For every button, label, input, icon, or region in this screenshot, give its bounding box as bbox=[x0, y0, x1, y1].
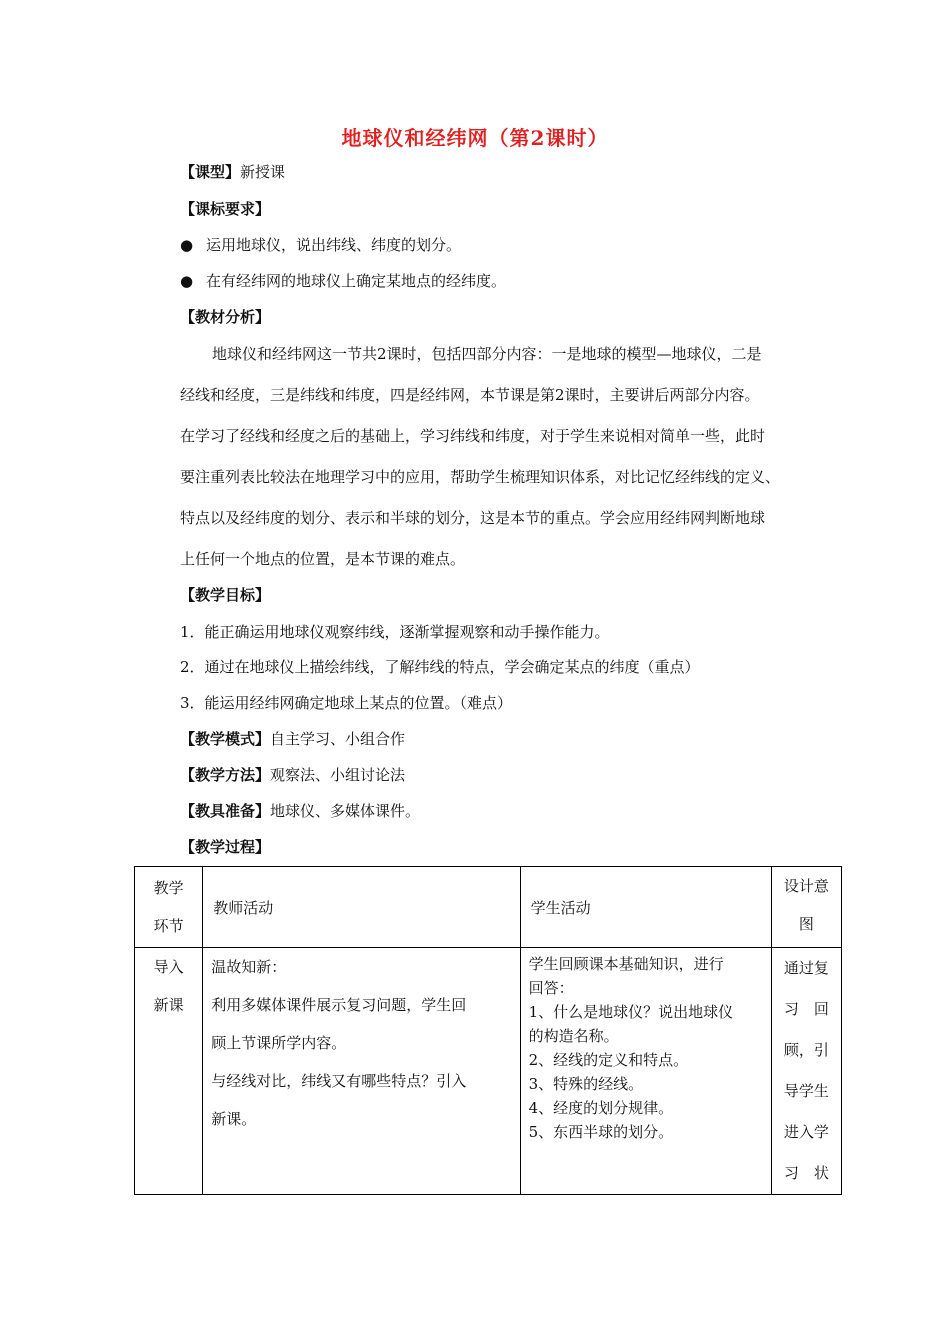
method-value: 观察法、小组讨论法 bbox=[270, 766, 406, 784]
analysis-paragraph bbox=[180, 344, 840, 590]
design-line: 顾，引 bbox=[783, 1041, 829, 1059]
student-line: 5、东西半球的划分。 bbox=[528, 1123, 674, 1141]
teacher-line: 与经线对比，纬线又有哪些特点？引入 bbox=[211, 1072, 467, 1090]
design-line: 习 状 bbox=[783, 1164, 829, 1182]
student-line: 2、经线的定义和特点。 bbox=[528, 1051, 689, 1069]
header-design bbox=[771, 867, 841, 948]
paragraph-line: 在学习了经线和经度之后的基础上，学习纬线和纬度，对于学生来说相对简单一些，此时 bbox=[180, 427, 766, 445]
header-student-text: 学生活动 bbox=[530, 898, 591, 917]
teacher-line: 利用多媒体课件展示复习问题，学生回 bbox=[211, 996, 467, 1014]
design-line: 通过复 bbox=[783, 959, 829, 977]
header-student bbox=[520, 867, 771, 948]
header-design-line: 图 bbox=[798, 915, 814, 933]
objectives-label: 【教学目标】 bbox=[180, 586, 271, 604]
standards-item bbox=[180, 271, 506, 291]
objective-item: 3．能运用经纬网确定地球上某点的位置。（难点） bbox=[180, 694, 513, 712]
stage-line: 新课 bbox=[153, 996, 184, 1014]
page-title: 地球仪和经纬网（第2课时） bbox=[341, 126, 609, 150]
design-line: 进入学 bbox=[783, 1123, 829, 1141]
stage-cell bbox=[135, 948, 203, 1195]
student-line: 学生回顾课本基础知识，进行 bbox=[528, 955, 724, 973]
design-intent-cell bbox=[771, 948, 841, 1195]
header-teacher-text: 教师活动 bbox=[213, 898, 274, 917]
student-line: 回答： bbox=[528, 979, 574, 997]
standards-item-text: 在有经纬网的地球仪上确定某地点的经纬度。 bbox=[206, 272, 507, 290]
table-header-row bbox=[135, 867, 842, 948]
paragraph-line: 经线和经度，三是纬线和纬度，四是经纬网，本节课是第2课时，主要讲后两部分内容。 bbox=[180, 386, 760, 404]
paragraph-line: 上任何一个地点的位置，是本节课的难点。 bbox=[180, 550, 466, 568]
method-line bbox=[180, 765, 405, 785]
objective-item: 1．能正确运用地球仪观察纬线，逐渐掌握观察和动手操作能力。 bbox=[180, 623, 610, 641]
standards-item-text: 运用地球仪，说出纬线、纬度的划分。 bbox=[206, 236, 462, 254]
tools-value: 地球仪、多媒体课件。 bbox=[270, 802, 421, 820]
method-label: 【教学方法】 bbox=[180, 766, 271, 784]
student-activity-cell bbox=[520, 948, 771, 1195]
process-label: 【教学过程】 bbox=[180, 838, 271, 856]
teacher-line: 顾上节课所学内容。 bbox=[211, 1034, 347, 1052]
table-row bbox=[135, 948, 842, 1195]
student-line: 4、经度的划分规律。 bbox=[528, 1099, 674, 1117]
header-stage-line: 环节 bbox=[153, 917, 184, 935]
design-line: 习 回 bbox=[783, 1000, 829, 1018]
mode-value: 自主学习、小组合作 bbox=[270, 730, 406, 748]
lesson-type-value: 新授课 bbox=[240, 163, 286, 181]
paragraph-line: 地球仪和经纬网这一节共2课时，包括四部分内容：一是地球的模型—地球仪，二是 bbox=[212, 345, 762, 363]
lesson-type-label: 【课型】 bbox=[180, 163, 241, 181]
teacher-activity-cell bbox=[203, 948, 520, 1195]
mode-line bbox=[180, 729, 405, 749]
student-line: 的构造名称。 bbox=[528, 1027, 619, 1045]
standards-item bbox=[180, 235, 461, 255]
bullet-icon: ● bbox=[180, 236, 194, 254]
paragraph-line: 特点以及经纬度的划分、表示和半球的划分，这是本节的重点。学会应用经纬网判断地球 bbox=[180, 509, 766, 527]
tools-line bbox=[180, 801, 420, 821]
teaching-process-table bbox=[134, 866, 842, 1195]
header-stage bbox=[135, 867, 203, 948]
header-design-line: 设计意 bbox=[783, 877, 829, 895]
objective-item: 2．通过在地球仪上描绘纬线，了解纬线的特点，学会确定某点的纬度（重点） bbox=[180, 658, 700, 676]
bullet-icon: ● bbox=[180, 272, 194, 290]
analysis-label: 【教材分析】 bbox=[180, 308, 271, 326]
stage-line: 导入 bbox=[153, 958, 184, 976]
mode-label: 【教学模式】 bbox=[180, 730, 271, 748]
teacher-line: 新课。 bbox=[211, 1110, 257, 1128]
student-line: 1、什么是地球仪？说出地球仪 bbox=[528, 1003, 734, 1021]
lesson-type-line bbox=[180, 162, 285, 182]
paragraph-line: 要注重列表比较法在地理学习中的应用，帮助学生梳理知识体系，对比记忆经纬线的定义、 bbox=[180, 468, 781, 486]
header-stage-line: 教学 bbox=[153, 879, 184, 897]
teacher-line: 温故知新： bbox=[211, 958, 287, 976]
tools-label: 【教具准备】 bbox=[180, 802, 271, 820]
header-teacher bbox=[203, 867, 520, 948]
design-line: 导学生 bbox=[783, 1082, 829, 1100]
standards-label: 【课标要求】 bbox=[180, 200, 271, 218]
student-line: 3、特殊的经线。 bbox=[528, 1075, 644, 1093]
